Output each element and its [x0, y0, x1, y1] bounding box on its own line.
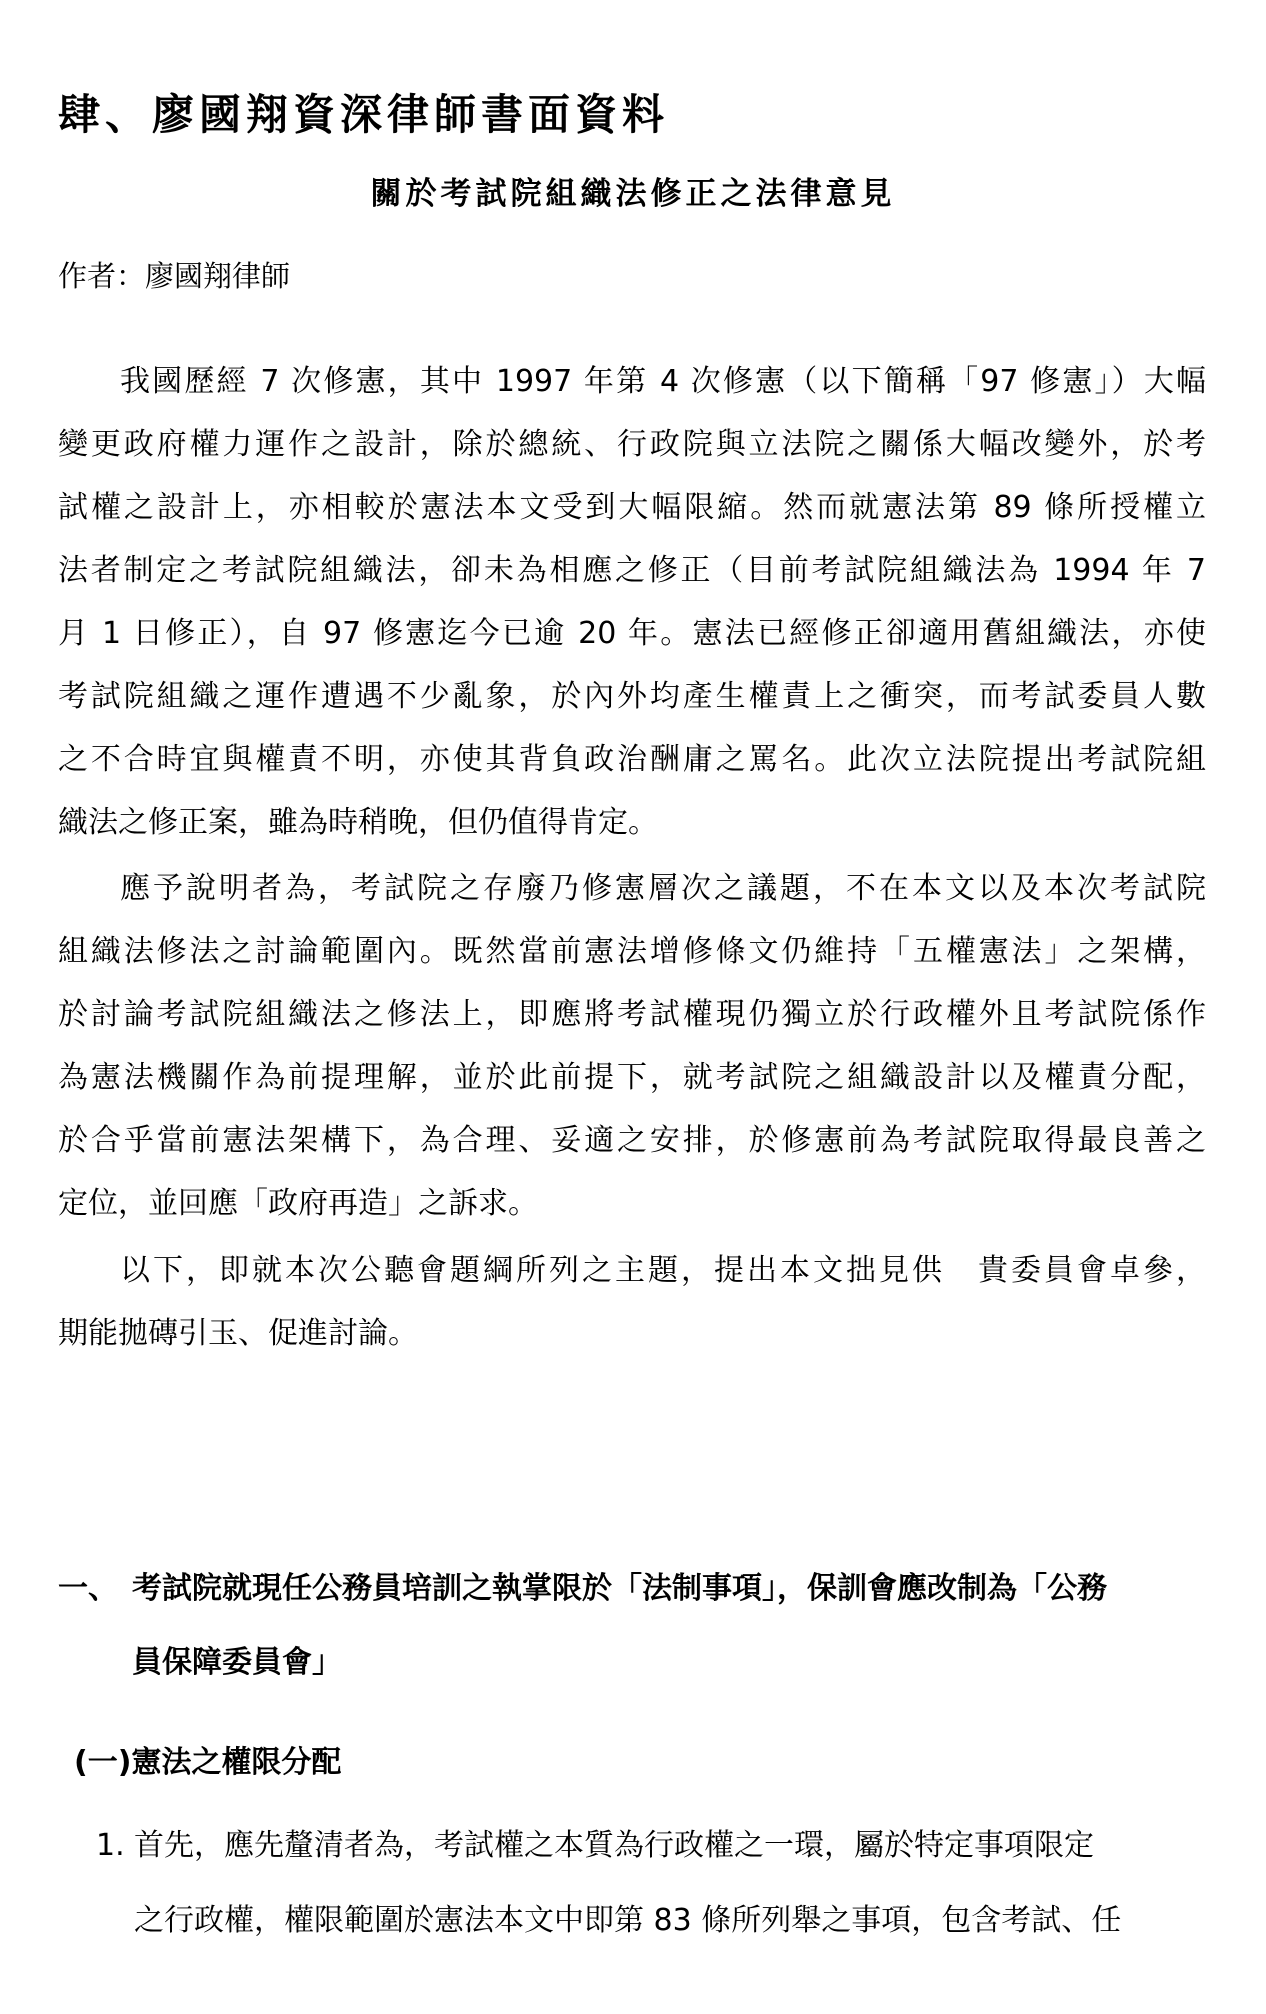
list-item-number: 1. [96, 1828, 125, 1863]
paragraph-line: 之不合時宜與權責不明，亦使其背負政治酬庸之罵名。此次立法院提出考試院組 [58, 742, 1206, 777]
section-heading [58, 1552, 1206, 1700]
paragraph-line: 於討論考試院組織法之修法上，即應將考試權現仍獨立於行政權外且考試院係作 [58, 997, 1206, 1032]
document-subtitle: 關於考試院組織法修正之法律意見 [370, 176, 896, 212]
section-heading-line: 員保障委員會」 [132, 1645, 342, 1680]
list-item-continuation: 之行政權，權限範圍於憲法本文中即第 83 條所列舉之事項，包含考試、任 [134, 1903, 1122, 1938]
paragraph-line: 以下，即就本次公聽會題綱所列之主題，提出本文拙見供 貴委員會卓參， [120, 1253, 1206, 1288]
section-heading-line [58, 1552, 1206, 1626]
paragraph-line: 組織法修法之討論範圍內。既然當前憲法增修條文仍維持「五權憲法」之架構， [58, 934, 1206, 969]
paragraph-3 [58, 1239, 1206, 1365]
paragraph-line: 為憲法機關作為前提理解，並於此前提下，就考試院之組織設計以及權責分配， [58, 1060, 1206, 1095]
paragraph-line: 試權之設計上，亦相較於憲法本文受到大幅限縮。然而就憲法第 89 條所授權立 [58, 490, 1206, 525]
paragraph-1 [58, 350, 1206, 854]
list-item-text: 首先，應先釐清者為，考試權之本質為行政權之一環，屬於特定事項限定 [134, 1828, 1094, 1863]
paragraph-line: 期能拋磚引玉、促進討論。 [58, 1316, 418, 1351]
paragraph-line: 法者制定之考試院組織法，卻未為相應之修正（目前考試院組織法為 1994 年 7 [58, 553, 1206, 588]
numbered-list [96, 1808, 1206, 1958]
sub-heading: (一)憲法之權限分配 [74, 1745, 342, 1780]
document-title: 肆、廖國翔資深律師書面資料 [58, 90, 670, 139]
author-line: 作者：廖國翔律師 [58, 259, 291, 293]
paragraph-line: 應予說明者為，考試院之存廢乃修憲層次之議題，不在本文以及本次考試院 [120, 871, 1206, 906]
paragraph-line: 定位，並回應「政府再造」之訴求。 [58, 1186, 538, 1221]
paragraph-line: 月 1 日修正），自 97 修憲迄今已逾 20 年。憲法已經修正卻適用舊組織法，亦使 [58, 616, 1206, 651]
list-item [96, 1808, 1206, 1883]
paragraph-line: 考試院組織之運作遭遇不少亂象，於內外均產生權責上之衝突，而考試委員人數 [58, 679, 1206, 714]
paragraph-line: 我國歷經 7 次修憲，其中 1997 年第 4 次修憲（以下簡稱「97 修憲」）大幅 [120, 364, 1206, 399]
paragraph-line: 變更政府權力運作之設計，除於總統、行政院與立法院之關係大幅改變外，於考 [58, 427, 1206, 462]
paragraph-line: 於合乎當前憲法架構下，為合理、妥適之安排，於修憲前為考試院取得最良善之 [58, 1123, 1206, 1158]
paragraph-2 [58, 857, 1206, 1235]
paragraph-line: 織法之修正案，雖為時稍晚，但仍值得肯定。 [58, 805, 658, 840]
section-heading-text: 考試院就現任公務員培訓之執掌限於「法制事項」，保訓會應改制為「公務 [132, 1571, 1107, 1606]
section-number: 一、 [58, 1571, 118, 1606]
